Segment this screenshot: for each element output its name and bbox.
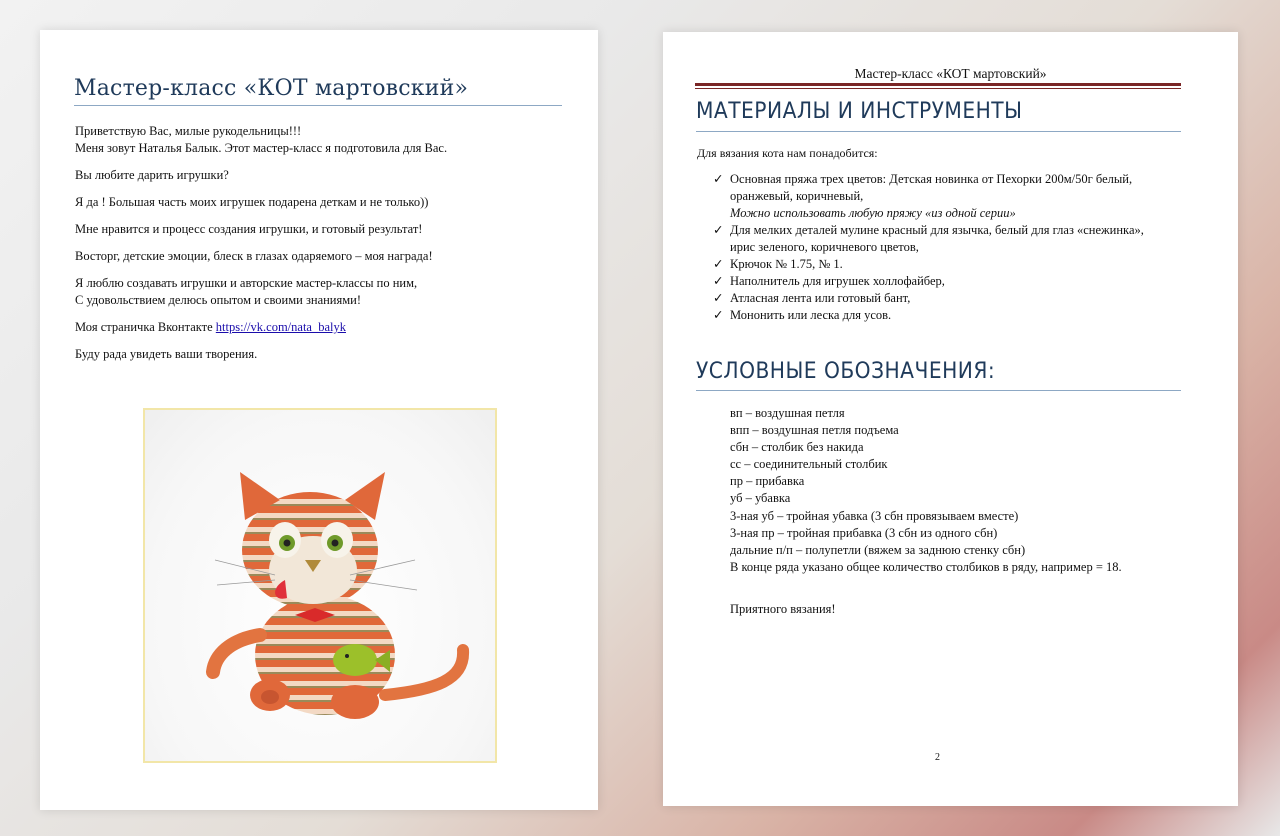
list-item [711, 290, 1171, 307]
list-item [711, 222, 1171, 256]
title-rule [74, 105, 562, 106]
materials-lead: Для вязания кота нам понадобится: [697, 146, 878, 160]
legend-item: впп – воздушная петля подъема [730, 423, 899, 438]
reward-line: Восторг, детские эмоции, блеск в глазах одаряемого – моя награда! [75, 249, 433, 263]
material-yarn-note: Можно использовать любую пряжу «из одной серии» [730, 206, 1016, 220]
list-item [711, 273, 1171, 290]
legend-item: уб – убавка [730, 491, 791, 506]
legend-item: сбн – столбик без накида [730, 440, 864, 455]
checkmark-icon: ✓ [713, 223, 724, 237]
material-mouline: Для мелких деталей мулине красный для язычка, белый для глаз «снежинка», ирис зеленого, коричневого цветов, [730, 223, 1144, 254]
closing-text: Приятного вязания! [730, 602, 836, 616]
materials-list [711, 171, 1171, 324]
share-line: С удовольствием делюсь опытом и своими знаниями! [75, 293, 362, 307]
legend-item: В конце ряда указано общее количество столбиков в ряду, например = 18. [730, 559, 1122, 574]
checkmark-icon: ✓ [713, 257, 724, 271]
cat-photo [143, 408, 497, 763]
greeting: Приветствую Вас, милые рукодельницы!!! [75, 124, 302, 138]
checkmark-icon: ✓ [713, 291, 724, 305]
author-intro: Меня зовут Наталья Балык. Этот мастер-класс я подготовила для Вас. [75, 141, 448, 155]
legend-item: сс – соединительный столбик [730, 457, 888, 472]
answer: Я да ! Большая часть моих игрушек подарена деткам и не только)) [75, 195, 429, 209]
legend-item: вп – воздушная петля [730, 406, 845, 420]
legend-item: 3-ная пр – тройная прибавка (3 сбн из одного сбн) [730, 525, 998, 540]
legend-item: 3-ная уб – тройная убавка (3 сбн провязываем вместе) [730, 508, 1019, 523]
legend-heading: УСЛОВНЫЕ ОБОЗНАЧЕНИЯ: [696, 359, 996, 384]
page-number: 2 [935, 752, 940, 763]
material-yarn: Основная пряжа трех цветов: Детская новинка от Пехорки 200м/50г белый, оранжевый, коричневый, [730, 172, 1133, 203]
header-rule-thick [695, 83, 1181, 86]
intro-paragraph [75, 123, 575, 157]
legend-item: пр – прибавка [730, 474, 805, 489]
left-page [40, 30, 598, 810]
material-hook: Крючок № 1.75, № 1. [730, 257, 843, 271]
right-page [663, 32, 1238, 806]
material-ribbon: Атласная лента или готовый бант, [730, 291, 911, 305]
list-item [711, 307, 1171, 324]
materials-rule [696, 131, 1181, 132]
left-page-title: Мастер-класс «КОТ мартовский» [74, 76, 469, 101]
legend-item: дальние п/п – полупетли (вяжем за заднюю стенку сбн) [730, 542, 1026, 557]
checkmark-icon: ✓ [713, 274, 724, 288]
header-rule-thin [695, 88, 1181, 89]
question: Вы любите дарить игрушки? [75, 168, 229, 182]
intro-text [75, 123, 575, 373]
crochet-cat-illustration [145, 410, 495, 761]
checkmark-icon: ✓ [713, 172, 724, 186]
material-filler: Наполнитель для игрушек холлофайбер, [730, 274, 945, 288]
list-item [711, 256, 1171, 273]
closing-line: Буду рада увидеть ваши творения. [75, 347, 258, 361]
share-paragraph [75, 275, 575, 309]
love-line: Я люблю создавать игрушки и авторские мастер-классы по ним, [75, 276, 418, 290]
vk-paragraph [75, 319, 575, 336]
material-monofilament: Мононить или леска для усов. [730, 308, 892, 322]
checkmark-icon: ✓ [713, 308, 724, 322]
process-line: Мне нравится и процесс создания игрушки, и готовый результат! [75, 222, 423, 236]
running-head: Мастер-класс «КОТ мартовский» [854, 66, 1047, 81]
legend-rule [696, 390, 1181, 391]
legend-list [730, 405, 1190, 576]
vk-link[interactable]: https://vk.com/nata_balyk [215, 320, 346, 334]
list-item [711, 171, 1171, 222]
materials-heading: МАТЕРИАЛЫ И ИНСТРУМЕНТЫ [696, 99, 1023, 124]
vk-label: Моя страничка Вконтакте [75, 320, 216, 334]
